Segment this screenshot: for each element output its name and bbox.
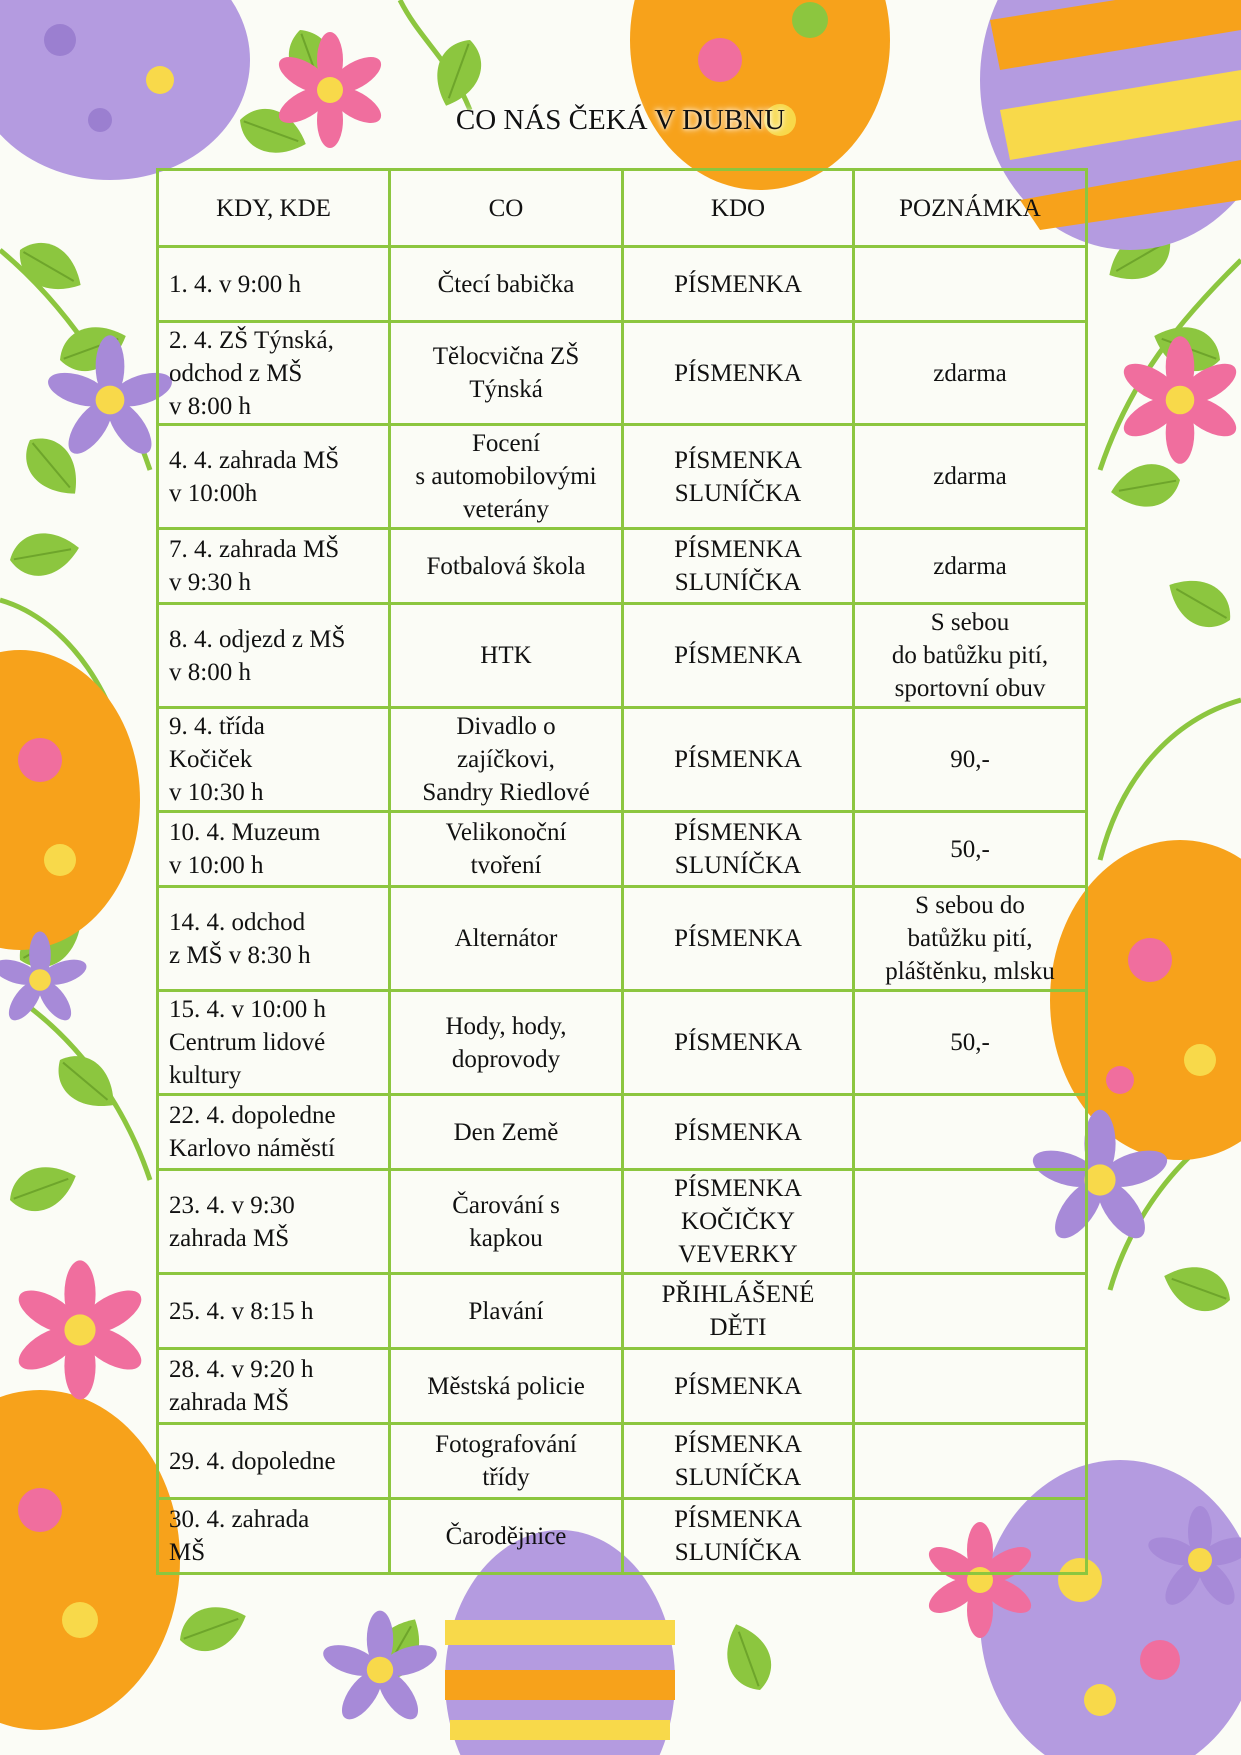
cell-co: Focení s automobilovými veterány: [390, 425, 623, 529]
cell-co: Hody, hody, doprovody: [390, 991, 623, 1095]
cell-kdy-kde: 28. 4. v 9:20 h zahrada MŠ: [158, 1349, 390, 1424]
cell-poznamka: [854, 247, 1087, 322]
table-row: [158, 708, 1087, 812]
cell-kdy-kde: 1. 4. v 9:00 h: [158, 247, 390, 322]
cell-poznamka: [854, 1349, 1087, 1424]
table-row: [158, 425, 1087, 529]
cell-kdy-kde: 25. 4. v 8:15 h: [158, 1274, 390, 1349]
cell-kdy-kde: 4. 4. zahrada MŠ v 10:00h: [158, 425, 390, 529]
cell-co: Čarodějnice: [390, 1499, 623, 1574]
cell-poznamka: zdarma: [854, 322, 1087, 425]
cell-poznamka: [854, 1499, 1087, 1574]
cell-kdo: PŘIHLÁŠENÉ DĚTI: [623, 1274, 854, 1349]
cell-kdo: PÍSMENKA: [623, 604, 854, 708]
header-kdy-kde: KDY, KDE: [158, 170, 390, 247]
cell-kdo: PÍSMENKA SLUNÍČKA: [623, 812, 854, 887]
table-row: [158, 1274, 1087, 1349]
cell-kdo: PÍSMENKA SLUNÍČKA: [623, 529, 854, 604]
cell-co: Velikonoční tvoření: [390, 812, 623, 887]
cell-kdo: PÍSMENKA: [623, 322, 854, 425]
cell-kdy-kde: 9. 4. třída Kočiček v 10:30 h: [158, 708, 390, 812]
cell-kdo: PÍSMENKA: [623, 1349, 854, 1424]
cell-co: Divadlo o zajíčkovi, Sandry Riedlové: [390, 708, 623, 812]
header-kdo: KDO: [623, 170, 854, 247]
header-co: CO: [390, 170, 623, 247]
table-row: [158, 1499, 1087, 1574]
cell-poznamka: zdarma: [854, 529, 1087, 604]
table-row: [158, 991, 1087, 1095]
cell-kdy-kde: 23. 4. v 9:30 zahrada MŠ: [158, 1170, 390, 1274]
cell-co: Tělocvična ZŠ Týnská: [390, 322, 623, 425]
cell-co: Čarování s kapkou: [390, 1170, 623, 1274]
cell-kdy-kde: 10. 4. Muzeum v 10:00 h: [158, 812, 390, 887]
cell-poznamka: 50,-: [854, 812, 1087, 887]
page-title: CO NÁS ČEKÁ V DUBNU: [455, 104, 786, 136]
cell-co: Fotbalová škola: [390, 529, 623, 604]
cell-co: Plavání: [390, 1274, 623, 1349]
table-row: [158, 1095, 1087, 1170]
cell-poznamka: zdarma: [854, 425, 1087, 529]
table-row: [158, 1424, 1087, 1499]
cell-kdy-kde: 14. 4. odchod z MŠ v 8:30 h: [158, 887, 390, 991]
cell-kdo: PÍSMENKA: [623, 708, 854, 812]
cell-kdo: PÍSMENKA: [623, 247, 854, 322]
table-row: [158, 322, 1087, 425]
cell-poznamka: 90,-: [854, 708, 1087, 812]
cell-poznamka: [854, 1424, 1087, 1499]
cell-poznamka: 50,-: [854, 991, 1087, 1095]
table-row: [158, 1349, 1087, 1424]
cell-kdo: PÍSMENKA SLUNÍČKA: [623, 425, 854, 529]
table-row: [158, 604, 1087, 708]
cell-co: Den Země: [390, 1095, 623, 1170]
table-row: [158, 247, 1087, 322]
cell-co: Městská policie: [390, 1349, 623, 1424]
header-poznamka: POZNÁMKA: [854, 170, 1087, 247]
cell-kdy-kde: 2. 4. ZŠ Týnská, odchod z MŠ v 8:00 h: [158, 322, 390, 425]
cell-co: HTK: [390, 604, 623, 708]
cell-kdy-kde: 30. 4. zahrada MŠ: [158, 1499, 390, 1574]
cell-kdo: PÍSMENKA: [623, 1095, 854, 1170]
cell-kdy-kde: 8. 4. odjezd z MŠ v 8:00 h: [158, 604, 390, 708]
table-row: [158, 529, 1087, 604]
cell-kdo: PÍSMENKA SLUNÍČKA: [623, 1424, 854, 1499]
cell-poznamka: S sebou do batůžku pití, sportovní obuv: [854, 604, 1087, 708]
cell-kdy-kde: 29. 4. dopoledne: [158, 1424, 390, 1499]
cell-poznamka: [854, 1274, 1087, 1349]
cell-kdo: PÍSMENKA KOČIČKY VEVERKY: [623, 1170, 854, 1274]
table-header-row: [158, 170, 1087, 247]
cell-kdo: PÍSMENKA: [623, 991, 854, 1095]
table-row: [158, 812, 1087, 887]
table-row: [158, 887, 1087, 991]
cell-co: Fotografování třídy: [390, 1424, 623, 1499]
cell-co: Alternátor: [390, 887, 623, 991]
cell-kdy-kde: 22. 4. dopoledne Karlovo náměstí: [158, 1095, 390, 1170]
cell-kdo: PÍSMENKA SLUNÍČKA: [623, 1499, 854, 1574]
cell-poznamka: [854, 1170, 1087, 1274]
cell-co: Čtecí babička: [390, 247, 623, 322]
schedule-table: [156, 168, 1088, 1575]
cell-kdy-kde: 15. 4. v 10:00 h Centrum lidové kultury: [158, 991, 390, 1095]
cell-poznamka: [854, 1095, 1087, 1170]
table-row: [158, 1170, 1087, 1274]
cell-kdo: PÍSMENKA: [623, 887, 854, 991]
cell-poznamka: S sebou do batůžku pití, pláštěnku, mlsku: [854, 887, 1087, 991]
cell-kdy-kde: 7. 4. zahrada MŠ v 9:30 h: [158, 529, 390, 604]
